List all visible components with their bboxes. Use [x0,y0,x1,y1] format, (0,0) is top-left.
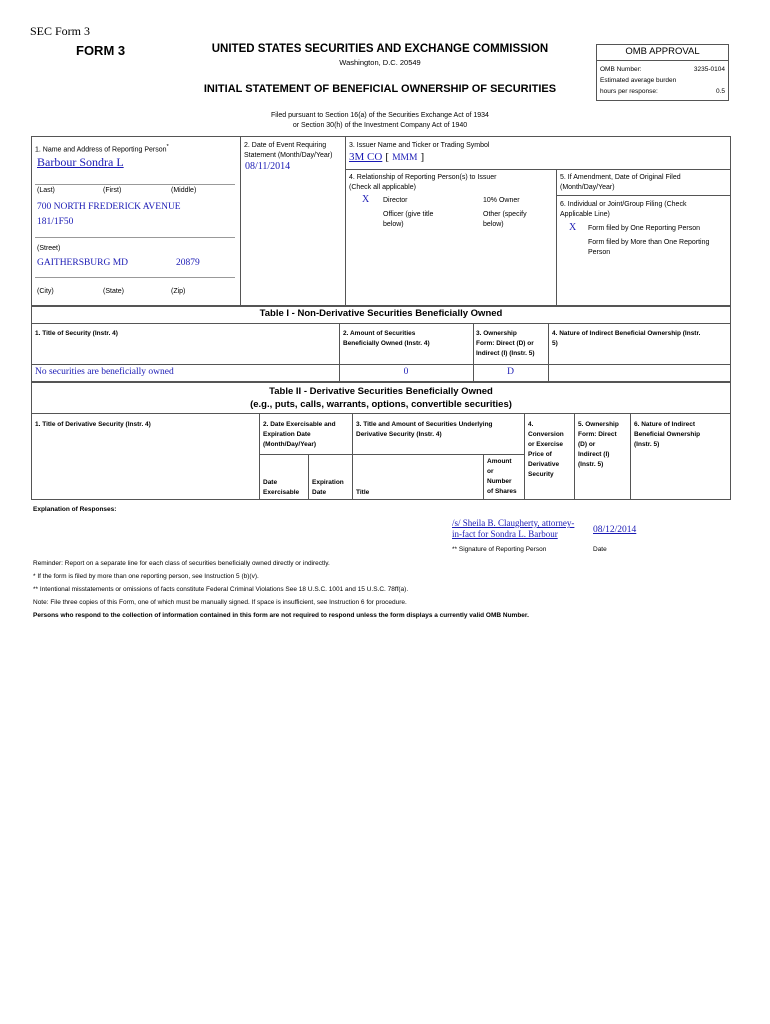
table-row-ownership-form: D [507,367,514,377]
table2-col1-header: 1. Title of Derivative Security (Instr. 4) [35,421,151,428]
document-label: SEC Form 3 [30,24,91,38]
footnote-multiple-persons: * If the form is filed by more than one reporting person, see Instruction 5 (b)(v). [33,573,259,580]
table2-title: Table II - Derivative Securities Beneficially Owned [269,386,493,397]
filed-pursuant-line1: Filed pursuant to Section 16(a) of the Securities Exchange Act of 1934 [271,112,489,119]
address-line2: 181/1F50 [37,217,74,227]
table1-col1-header: 1. Title of Security (Instr. 4) [35,330,118,337]
box4-label-line2: (Check all applicable) [349,184,416,191]
officer-label-line2: below) [383,221,404,228]
ticker-symbol: MMM [392,153,418,163]
form-title: FORM 3 [76,43,126,58]
statement-title: INITIAL STATEMENT OF BENEFICIAL OWNERSHIP OF SECURITIES [203,83,557,95]
reporting-person-name[interactable]: Barbour Sondra L [37,155,124,169]
note-file-copies: Note: File three copies of this Form, one of which must be manually signed. If space is insufficient, see Instruction 6 for procedure. [33,599,407,606]
footnote-misstatements: ** Intentional misstatements or omissions of facts constitute Federal Criminal Violations See 18 U.S.C. 1001 and 15 U.S.C. 78ff(a). [33,586,409,593]
table1-col3-header: 3. Ownership [476,330,517,337]
last-label: (Last) [37,187,55,194]
table2-col3-header: 3. Title and Amount of Securities Underlying [356,421,493,428]
box6-label-line2: Applicable Line) [560,211,610,218]
city-label: (City) [37,288,54,295]
signature-label: ** Signature of Reporting Person [452,546,547,553]
underlying-title-header: Title [356,489,370,496]
address-line1: 700 NORTH FREDERICK AVENUE [37,202,181,212]
table2-col5-header: 5. Ownership [578,421,619,428]
omb-number-value: 3235-0104 [693,66,725,73]
first-label: (First) [103,187,122,194]
middle-label: (Middle) [171,187,197,194]
shares-amount-header: Amount [487,458,512,465]
table1-col2-header: 2. Amount of Securities [343,330,416,337]
table2-col2-header: 2. Date Exercisable and [263,421,336,428]
box5-label-line1: 5. If Amendment, Date of Original Filed [560,174,681,181]
omb-hours-label: hours per response: [600,88,658,95]
box1-label: 1. Name and Address of Reporting Person* [35,144,169,154]
table2-col4-header: 4. [528,421,534,428]
table1-col4-header: 4. Nature of Indirect Beneficial Ownership (Instr. [552,330,701,337]
agency-title: UNITED STATES SECURITIES AND EXCHANGE COMMISSION [211,43,549,55]
table-row-amount: 0 [403,367,409,377]
box2-label-line1: 2. Date of Event Requiring [244,142,327,149]
city-value: GAITHERSBURG MD [37,258,129,268]
table1-title: Table I - Non-Derivative Securities Beneficially Owned [259,308,503,319]
expiration-date-header: Expiration [312,479,344,486]
event-date: 08/11/2014 [245,161,291,172]
other-label: Other (specify [483,211,527,218]
table2-col6-header: 6. Nature of Indirect [634,421,696,428]
omb-burden-label: Estimated average burden [600,77,677,84]
other-label-line2: below) [483,221,504,228]
table2-subtitle: (e.g., puts, calls, warrants, options, convertible securities) [250,399,512,410]
agency-location: Washington, D.C. 20549 [339,58,421,67]
signature-block[interactable]: /s/ Sheila B. Claugherty, attorney- in-fact for Sondra L. Barbour [452,518,575,539]
one-person-label: Form filed by One Reporting Person [588,225,701,232]
issuer-line: 3M CO [ MMM ] [349,151,425,163]
zip-label: (Zip) [171,288,186,295]
one-person-check-mark[interactable]: X [569,222,577,233]
director-check-mark[interactable]: X [362,194,370,205]
more-persons-label: Form filed by More than One Reporting [588,239,710,246]
table-row-security-title: No securities are beneficially owned [35,367,174,377]
more-persons-label-line2: Person [588,249,611,256]
issuer-name[interactable]: 3M CO [349,151,383,163]
street-label: (Street) [37,245,61,252]
date-label: Date [593,546,607,553]
officer-label: Officer (give title [383,211,434,218]
box5-label-line2: (Month/Day/Year) [560,184,615,191]
box2-label-line2: Statement (Month/Day/Year) [244,152,333,159]
signature-date: 08/12/2014 [593,525,637,535]
director-label: Director [383,197,408,204]
box3-label: 3. Issuer Name and Ticker or Trading Symbol [349,142,490,149]
ten-percent-owner-label: 10% Owner [483,197,520,204]
explanation-heading: Explanation of Responses: [33,506,117,513]
omb-title: OMB APPROVAL [625,46,700,57]
state-label: (State) [103,288,125,295]
omb-number-label: OMB Number: [600,66,642,73]
omb-hours-value: 0.5 [715,88,725,95]
zip-value: 20879 [176,258,200,268]
omb-disclaimer: Persons who respond to the collection of information contained in this form are not required to respond unless the form displays a currently valid OMB Number. [33,612,529,619]
box6-label-line1: 6. Individual or Joint/Group Filing (Check [560,201,687,208]
box4-label-line1: 4. Relationship of Reporting Person(s) to Issuer [349,174,497,181]
reminder-note: Reminder: Report on a separate line for each class of securities beneficially owned directly or indirectly. [33,560,330,567]
filed-pursuant-line2: or Section 30(h) of the Investment Company Act of 1940 [292,122,468,129]
date-exercisable-header: Date [263,479,278,486]
